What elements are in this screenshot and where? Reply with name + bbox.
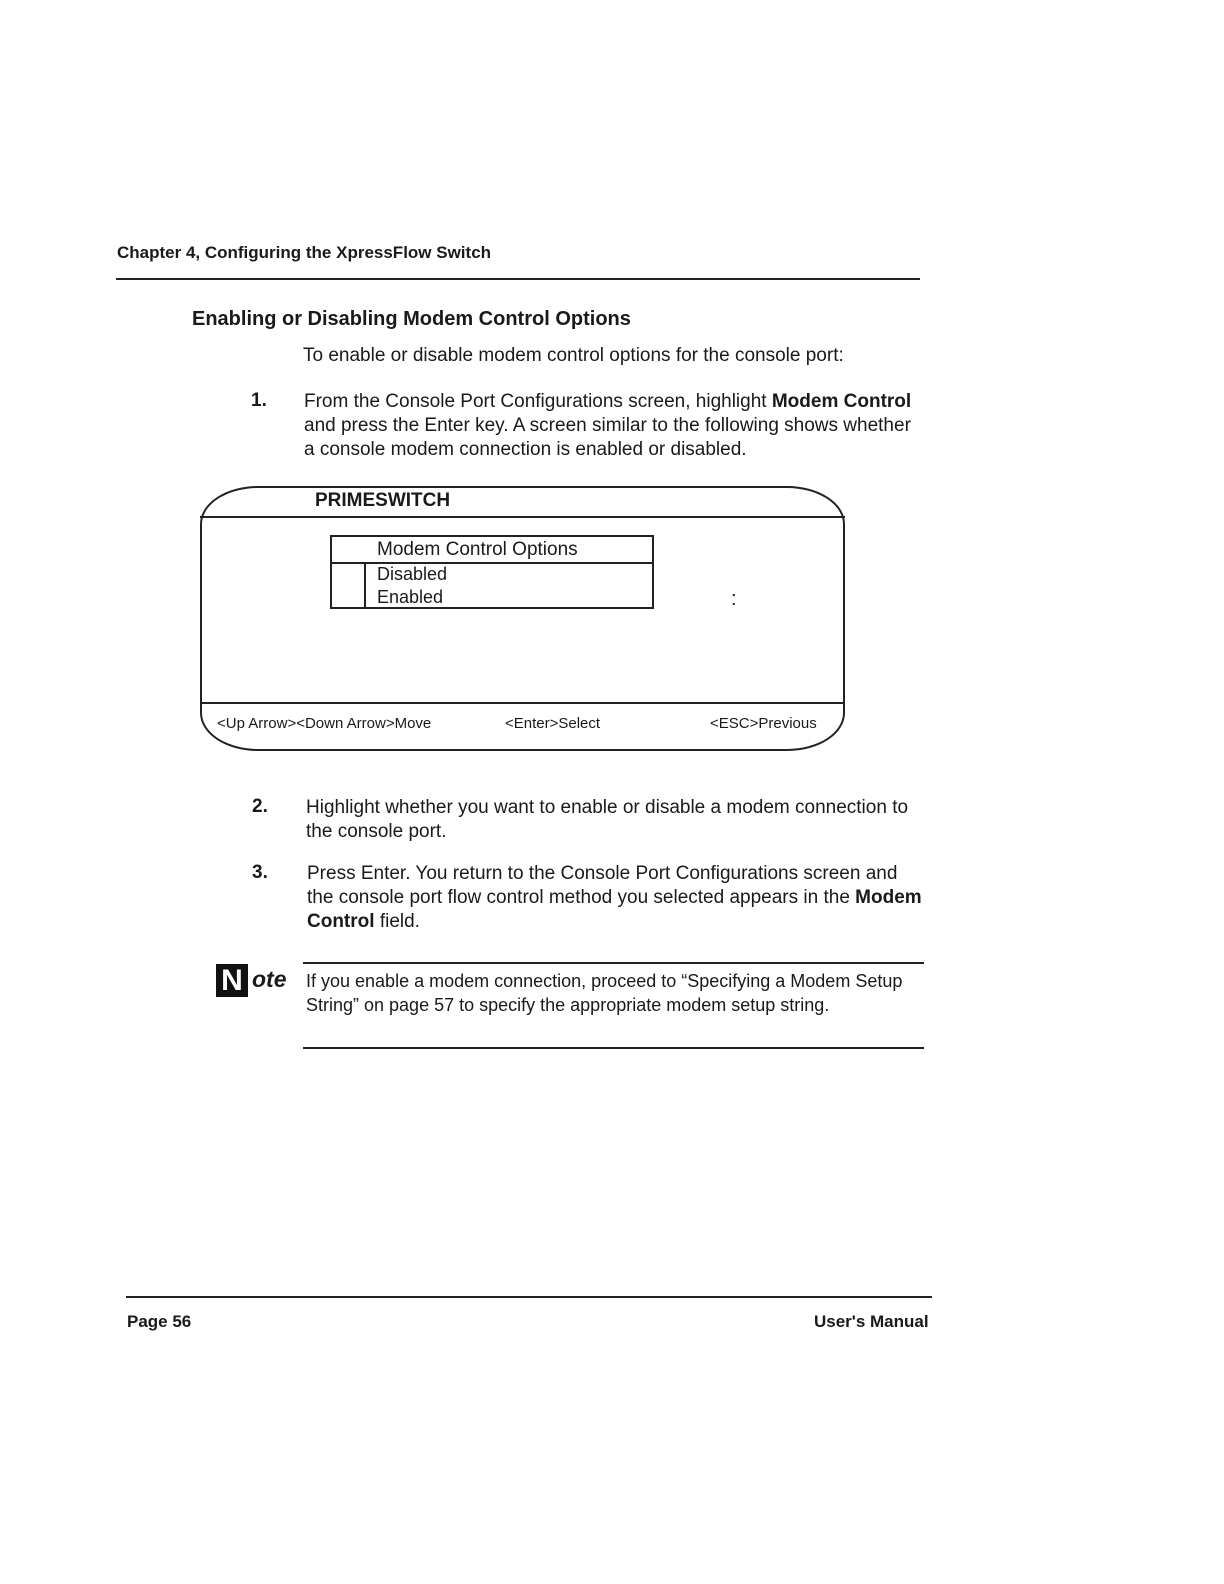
step-text	[304, 390, 919, 462]
step-number: 3.	[252, 862, 268, 883]
step-text-part: field.	[374, 911, 420, 932]
note-label: ote	[252, 966, 287, 992]
terminal-screen	[200, 486, 845, 751]
section-title: Enabling or Disabling Modem Control Options	[192, 308, 631, 330]
step-text-part: From the Console Port Configurations screen, highlight	[304, 391, 772, 412]
screen-footer-rule	[200, 702, 845, 704]
note-bottom-rule	[303, 1047, 924, 1049]
menu-column-rule	[364, 562, 366, 609]
step-text	[307, 862, 922, 934]
hint-move: <Up Arrow><Down Arrow>Move	[217, 715, 432, 732]
intro-text: To enable or disable modem control options for the console port:	[303, 345, 844, 366]
menu-title: Modem Control Options	[377, 539, 578, 560]
menu-option-disabled[interactable]: Disabled	[377, 564, 448, 584]
manual-title: User's Manual	[814, 1312, 929, 1331]
menu-option-enabled[interactable]: Enabled	[377, 587, 444, 607]
note-top-rule	[303, 962, 924, 964]
header-rule	[116, 278, 920, 280]
screen-colon: :	[731, 588, 737, 610]
step-number: 1.	[251, 390, 267, 411]
screen-title-rule	[200, 516, 845, 518]
step-text-bold: Modem Control	[307, 887, 922, 932]
running-head: Chapter 4, Configuring the XpressFlow Switch	[117, 243, 492, 262]
step-text-bold: Modem Control	[771, 391, 912, 412]
screen-title: PRIMESWITCH	[315, 490, 451, 511]
hint-previous: <ESC>Previous	[710, 715, 817, 732]
step-text-part: and press the Enter key. A screen similar to the following shows whether a console modem connection is enabled or disabled.	[304, 415, 911, 460]
note-text: If you enable a modem connection, proceed to “Specifying a Modem Setup String” on page 57 to specify the appropriate modem setup string.	[306, 971, 903, 1015]
hint-select: <Enter>Select	[505, 715, 601, 732]
note-icon: N	[216, 964, 248, 997]
page-number: Page 56	[127, 1312, 192, 1331]
step-text: Highlight whether you want to enable or disable a modem connection to the console port.	[306, 797, 909, 842]
footer-rule	[126, 1296, 932, 1298]
step-text-part: Press Enter. You return to the Console Port Configurations screen and the console port flow control method you selected appears in the	[307, 863, 898, 908]
step-number: 2.	[252, 796, 268, 817]
